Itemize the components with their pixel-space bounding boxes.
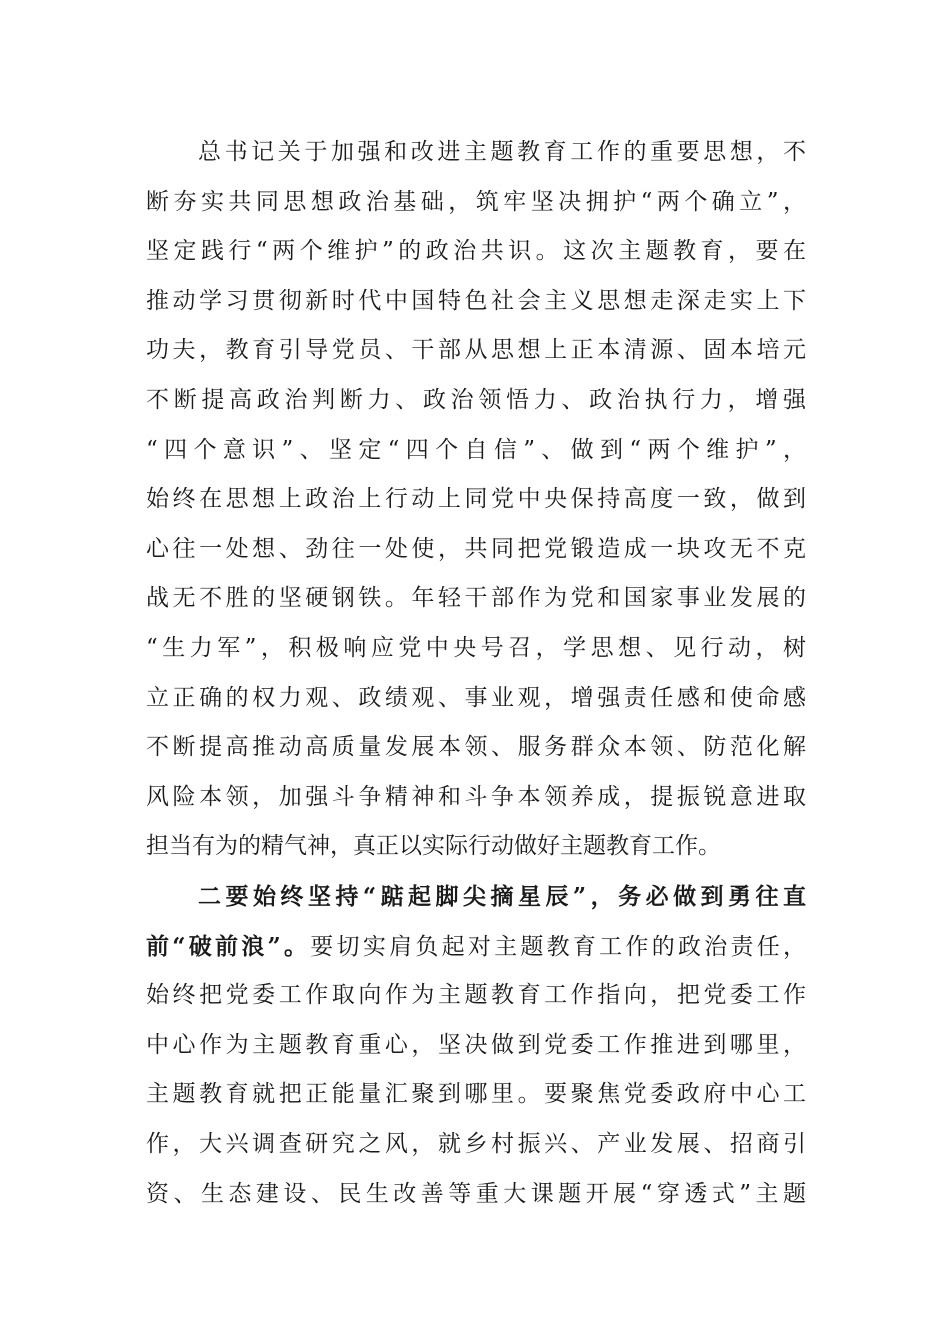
paragraph-1-line-6: 不断提高政治判断力、政治领悟力、政治执行力，增强 [146,386,806,413]
paragraph-1-line-2: 断夯实共同思想政治基础，筑牢坚决拥护“两个确立”， [146,188,806,215]
paragraph-2-line-6: 作，大兴调查研究之风，就乡村振兴、产业发展、招商引 [146,1130,806,1157]
paragraph-2 [146,872,806,1219]
paragraph-2-line-4: 中心作为主题教育重心，坚决做到党委工作推进到哪里， [146,1031,806,1058]
paragraph-2-line-5: 主题教育就把正能量汇聚到哪里。要聚焦党委政府中心工 [146,1081,806,1108]
paragraph-1-line-12: 立正确的权力观、政绩观、事业观，增强责任感和使命感 [146,684,806,711]
paragraph-1-line-15: 担当有为的精气神，真正以实际行动做好主题教育工作。 [146,833,721,860]
paragraph-1-line-5: 功夫，教育引导党员、干部从思想上正本清源、固本培元 [146,337,806,364]
paragraph-1-line-4: 推动学习贯彻新时代中国特色社会主义思想走深走实上下 [146,287,806,314]
paragraph-2-line-7: 资、生态建设、民生改善等重大课题开展“穿透式”主题 [146,1180,806,1207]
paragraph-1-line-11: “生力军”，积极响应党中央号召，学思想、见行动，树 [146,634,806,661]
paragraph-2-line-2-text: 要切实肩负起对主题教育工作的政治责任， [310,933,806,960]
paragraph-1-line-3: 坚定践行“两个维护”的政治共识。这次主题教育，要在 [146,238,806,265]
paragraph-2-line-2 [146,922,806,972]
paragraph-1-line-1: 总书记关于加强和改进主题教育工作的重要思想，不 [198,139,806,165]
paragraph-2-heading-line-1: 二要始终坚持“踮起脚尖摘星辰”，务必做到勇往直 [198,883,806,910]
paragraph-1-line-8: 始终在思想上政治上行动上同党中央保持高度一致，做到 [146,486,806,513]
paragraph-1-line-14: 风险本领，加强斗争精神和斗争本领养成，提振锐意进取 [146,783,806,810]
paragraph-2-heading-line-2: 前“破前浪”。 [146,932,311,960]
paragraph-1-line-10: 战无不胜的坚硬钢铁。年轻干部作为党和国家事业发展的 [146,585,806,612]
paragraph-1 [146,128,806,872]
paragraph-1-line-9: 心往一处想、劲往一处使，共同把党锻造成一块攻无不克 [146,535,806,562]
paragraph-2-line-3: 始终把党委工作取向作为主题教育工作指向，把党委工作 [146,982,806,1009]
paragraph-1-line-13: 不断提高推动高质量发展本领、服务群众本领、防范化解 [146,734,806,761]
paragraph-1-line-7: “四个意识”、坚定“四个自信”、做到“两个维护”， [146,436,806,463]
